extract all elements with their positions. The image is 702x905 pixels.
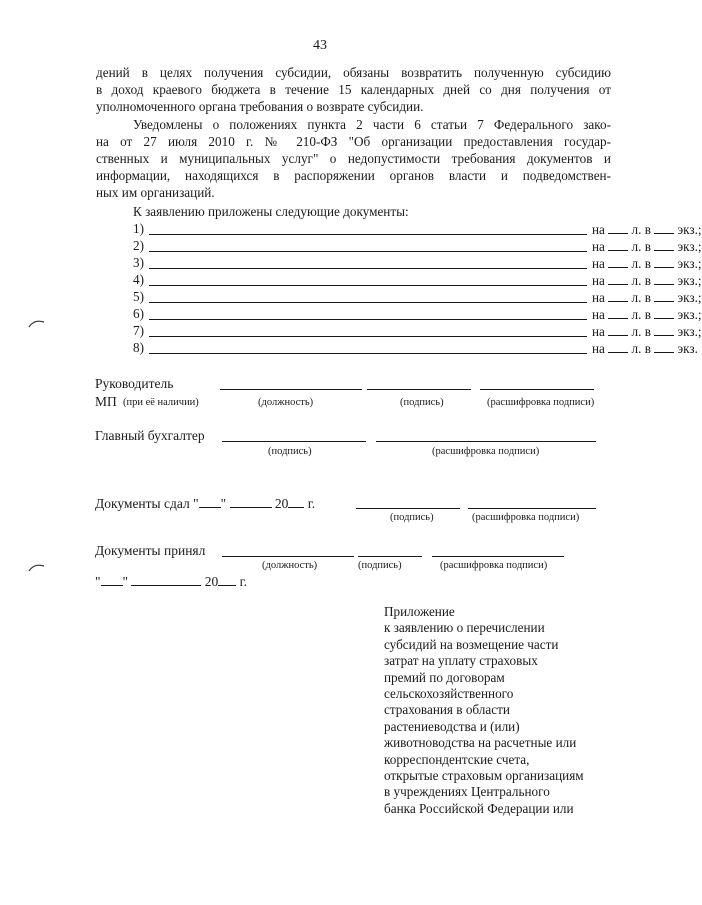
document-row [133,340,698,357]
document-row-number: 7) [133,323,144,338]
copies-field[interactable] [654,272,674,285]
appendix-line: в учреждениях Центрального [384,784,550,800]
accountant-signature-caption: (подпись) [268,446,312,457]
document-name-field[interactable] [149,234,587,235]
accepted-position-field[interactable] [222,556,354,557]
accountant-decoding-field[interactable] [376,441,596,442]
copies-prefix: л. в [631,222,651,237]
pages-prefix: на [592,307,605,322]
document-name-field[interactable] [149,251,587,252]
submitted-label: Документы сдал [95,496,190,511]
submitted-row [95,495,315,512]
copies-prefix: л. в [631,341,651,356]
accepted-date-row [95,573,247,590]
accountant-decoding-caption: (расшифровка подписи) [432,446,540,457]
head-position-caption: (должность) [258,397,314,408]
paragraph1-line-3: уполномоченного органа требования о возврате субсидии. [96,99,424,114]
year-suffix: г. [307,496,316,511]
pages-field[interactable] [608,272,628,285]
document-name-field[interactable] [149,353,587,354]
submitted-month-field[interactable] [230,495,272,508]
submitted-decoding-caption: (расшифровка подписи) [472,512,580,523]
copies-suffix: экз.; [677,324,702,339]
document-row [133,323,702,340]
copies-suffix: экз.; [677,222,702,237]
mp-label: МП [95,394,117,409]
copies-suffix: экз. [677,341,698,356]
copies-suffix: экз.; [677,239,702,254]
paragraph2-line-5: ных им организаций. [96,185,215,200]
document-row-number: 6) [133,306,144,321]
pages-field[interactable] [608,340,628,353]
document-row-number: 5) [133,289,144,304]
appendix-title: Приложение [384,604,455,619]
copies-field[interactable] [654,323,674,336]
head-decoding-field[interactable] [480,389,594,390]
document-name-field[interactable] [149,319,587,320]
quote-close: " [220,496,227,511]
appendix-line: затрат на уплату страховых [384,653,538,669]
pages-prefix: на [592,324,605,339]
head-decoding-caption: (расшифровка подписи) [487,397,595,408]
document-row [133,221,702,238]
copies-prefix: л. в [631,324,651,339]
binder-hole-mark [28,562,46,572]
appendix-line: к заявлению о перечислении [384,620,545,636]
appendix-block [384,604,584,817]
document-name-field[interactable] [149,336,587,337]
accepted-position-caption: (должность) [262,560,318,571]
copies-field[interactable] [654,340,674,353]
appendix-line: животноводства на расчетные или [384,735,577,751]
pages-field[interactable] [608,255,628,268]
copies-suffix: экз.; [677,290,702,305]
mp-note: (при её наличии) [123,397,199,408]
document-name-field[interactable] [149,302,587,303]
pages-field[interactable] [608,306,628,319]
paragraph1-line-2: в доход краевого бюджета в течение 15 календарных дней со дня получения от [96,82,611,97]
copies-prefix: л. в [631,290,651,305]
appendix-line: субсидий на возмещение части [384,636,559,652]
head-position-field[interactable] [220,389,362,390]
binder-hole-mark [28,318,46,328]
document-row-number: 4) [133,272,144,287]
copies-field[interactable] [654,255,674,268]
document-row-number: 1) [133,221,144,236]
pages-prefix: на [592,256,605,271]
quote-close: " [122,574,129,589]
page-number: 43 [313,38,327,53]
quote-open: " [95,574,101,589]
accepted-year-field[interactable] [218,573,236,586]
accepted-day-field[interactable] [101,573,123,586]
submitted-day-field[interactable] [199,495,221,508]
paragraph2-line-2: на от 27 июля 2010 г. № 210-ФЗ "Об организации предоставления государ- [96,134,611,149]
pages-prefix: на [592,290,605,305]
copies-prefix: л. в [631,307,651,322]
document-row [133,255,702,272]
pages-field[interactable] [608,238,628,251]
document-name-field[interactable] [149,268,587,269]
appendix-line: банка Российской Федерации или [384,800,574,816]
copies-prefix: л. в [631,273,651,288]
document-row [133,289,702,306]
pages-field[interactable] [608,289,628,302]
pages-prefix: на [592,222,605,237]
copies-field[interactable] [654,289,674,302]
submitted-signature-caption: (подпись) [390,512,434,523]
appendix-line: сельскохозяйственного [384,686,514,702]
submitted-year-field[interactable] [288,495,304,508]
accepted-signature-field[interactable] [358,556,422,557]
copies-field[interactable] [654,238,674,251]
pages-prefix: на [592,273,605,288]
head-signature-caption: (подпись) [400,397,444,408]
copies-prefix: л. в [631,239,651,254]
year-prefix: 20 [274,496,289,511]
copies-field[interactable] [654,306,674,319]
appendix-line: премий по договорам [384,669,505,685]
copies-suffix: экз.; [677,256,702,271]
accepted-label: Документы принял [95,543,206,558]
document-row [133,306,702,323]
appendix-line: страхования в области [384,702,510,718]
head-signature-field[interactable] [367,389,471,390]
quote-open: " [193,496,199,511]
accountant-signature-field[interactable] [222,441,366,442]
attached-documents-intro: К заявлению приложены следующие документы: [133,204,409,219]
document-row [133,238,702,255]
pages-field[interactable] [608,221,628,234]
appendix-line: корреспондентские счета, [384,751,530,767]
pages-field[interactable] [608,323,628,336]
copies-suffix: экз.; [677,273,702,288]
document-row-number: 8) [133,340,144,355]
document-row-number: 2) [133,238,144,253]
document-row-number: 3) [133,255,144,270]
copies-prefix: л. в [631,256,651,271]
head-label: Руководитель [95,376,174,391]
accepted-signature-caption: (подпись) [358,560,402,571]
paragraph2-line-1: Уведомлены о положениях пункта 2 части 6 статьи 7 Федерального зако- [133,117,611,132]
paragraph2-line-4: информации, находящихся в распоряжении органов власти и подведомствен- [96,168,611,183]
appendix-line: растениеводства и (или) [384,718,520,734]
paragraph2-line-3: ственных и муниципальных услуг" о недопустимости требования документов и [96,151,611,166]
year-prefix: 20 [204,574,219,589]
pages-prefix: на [592,341,605,356]
accepted-decoding-caption: (расшифровка подписи) [440,560,548,571]
submitted-decoding-field[interactable] [468,508,596,509]
copies-field[interactable] [654,221,674,234]
submitted-signature-field[interactable] [356,508,460,509]
year-suffix: г. [239,574,248,589]
paragraph1-line-1: дений в целях получения субсидии, обязаны возвратить полученную субсидию [96,65,611,80]
pages-prefix: на [592,239,605,254]
accepted-month-field[interactable] [131,573,201,586]
document-row [133,272,702,289]
accepted-decoding-field[interactable] [432,556,564,557]
document-name-field[interactable] [149,285,587,286]
copies-suffix: экз.; [677,307,702,322]
appendix-line: открытые страховым организациям [384,768,584,784]
accountant-label: Главный бухгалтер [95,428,205,443]
